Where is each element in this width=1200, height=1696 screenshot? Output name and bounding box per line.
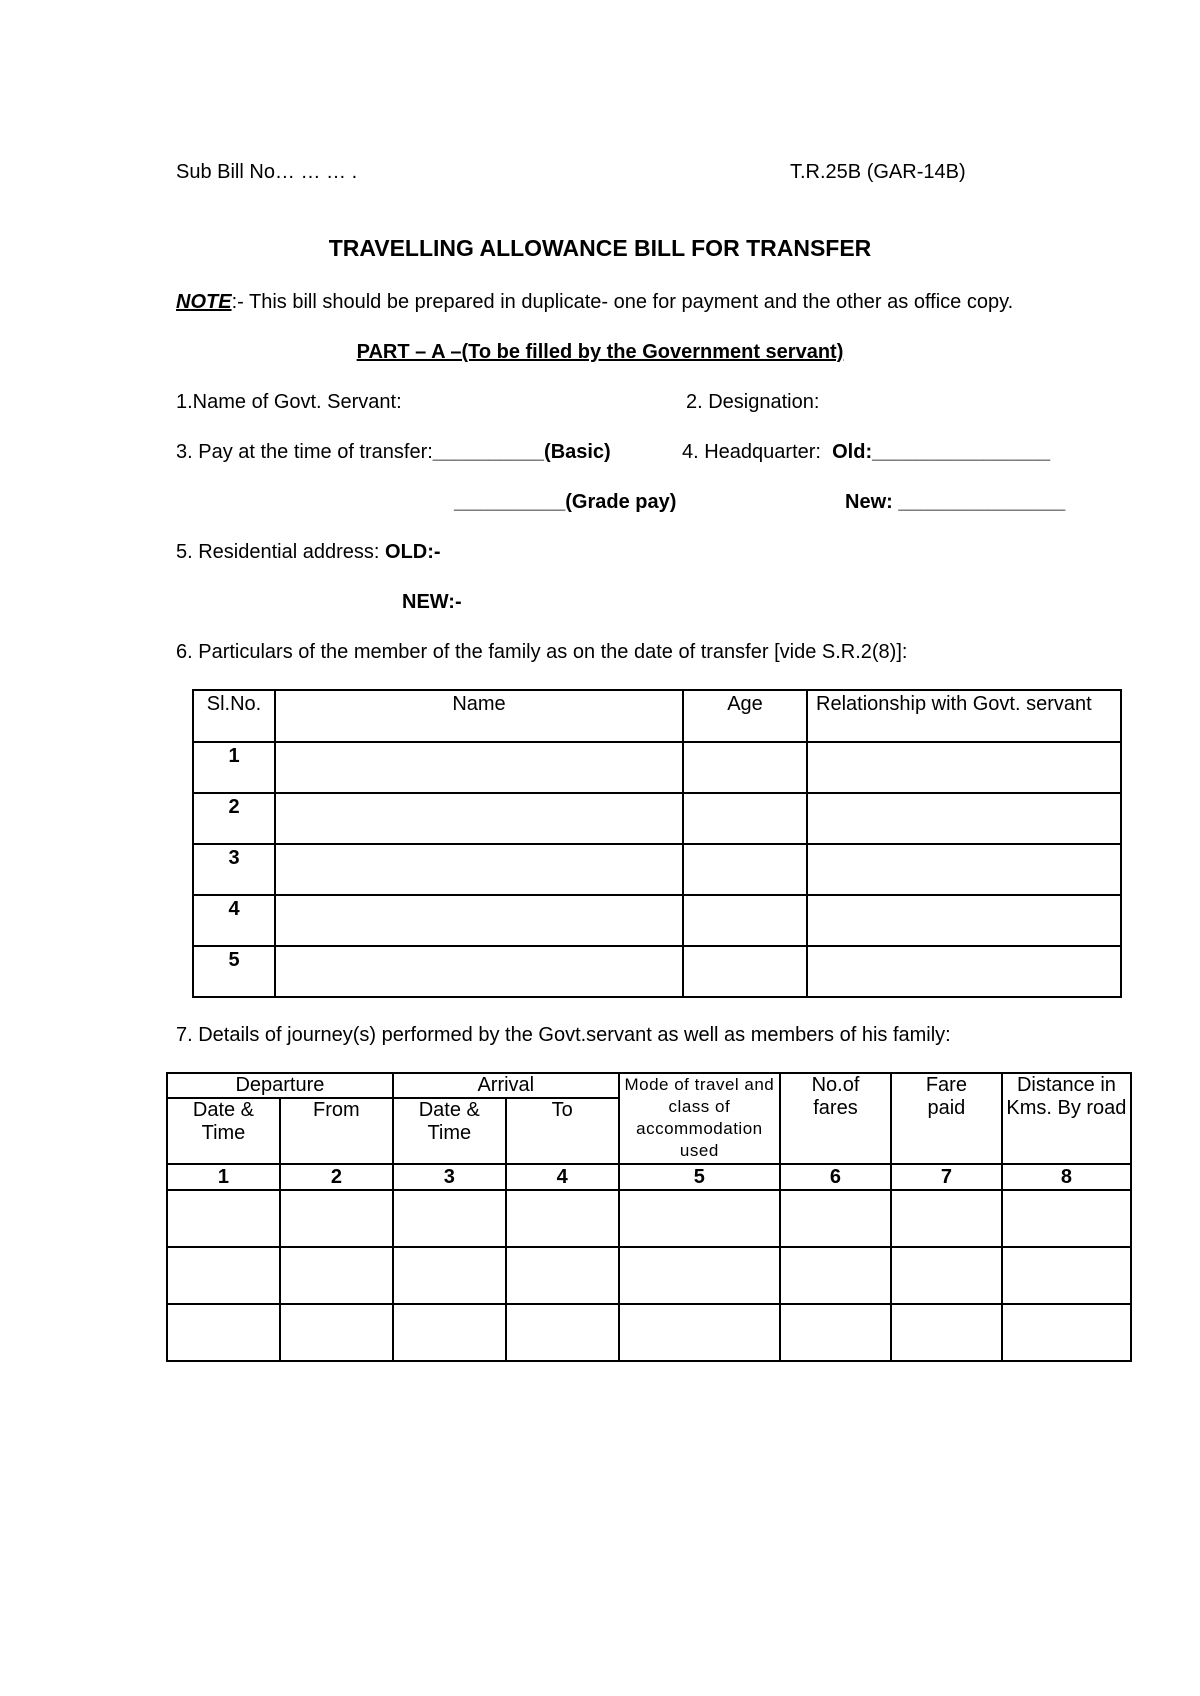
- note: [176, 290, 1013, 314]
- arrival-date-time-header: [393, 1098, 506, 1164]
- family-name-cell[interactable]: [275, 895, 683, 946]
- column-number: 4: [506, 1164, 619, 1190]
- family-row-number: 3: [193, 844, 275, 895]
- column-number: 7: [891, 1164, 1002, 1190]
- family-name-cell[interactable]: [275, 844, 683, 895]
- address-new-label: NEW:-: [402, 591, 462, 613]
- journey-cell[interactable]: [167, 1190, 280, 1247]
- sub-bill-number: Sub Bill No… … … .: [176, 161, 358, 183]
- family-header-name: Name: [275, 690, 683, 742]
- journey-cell[interactable]: [506, 1190, 619, 1247]
- journey-cell[interactable]: [780, 1247, 891, 1304]
- mode-of-travel-header: Mode of travel and class of accommodation used: [619, 1073, 780, 1164]
- pay-field: [176, 440, 611, 464]
- headquarter-new-blank: New: _______________: [845, 491, 1066, 513]
- headquarter-field: [682, 440, 1050, 464]
- journey-cell[interactable]: [167, 1247, 280, 1304]
- table-row: [167, 1304, 1131, 1361]
- journey-cell[interactable]: [619, 1247, 780, 1304]
- journey-cell[interactable]: [506, 1304, 619, 1361]
- family-table: [192, 689, 1122, 998]
- table-row: [193, 895, 1121, 946]
- journey-cell[interactable]: [780, 1190, 891, 1247]
- journey-table: [166, 1072, 1132, 1362]
- column-number: 8: [1002, 1164, 1131, 1190]
- table-row: [193, 946, 1121, 997]
- column-number: 1: [167, 1164, 280, 1190]
- column-number: 6: [780, 1164, 891, 1190]
- name-field-label: 1.Name of Govt. Servant:: [176, 391, 402, 413]
- journey-section-label: 7. Details of journey(s) performed by the Govt.servant as well as members of his family:: [176, 1024, 951, 1046]
- journey-cell[interactable]: [393, 1190, 506, 1247]
- family-age-cell[interactable]: [683, 742, 807, 793]
- family-age-cell[interactable]: [683, 793, 807, 844]
- family-row-number: 4: [193, 895, 275, 946]
- family-header-relationship: Relationship with Govt. servant: [807, 690, 1121, 742]
- departure-from-header: From: [280, 1098, 393, 1164]
- fare-paid-header: [891, 1073, 1002, 1164]
- journey-cell[interactable]: [393, 1304, 506, 1361]
- family-relationship-cell[interactable]: [807, 946, 1121, 997]
- table-row: [167, 1247, 1131, 1304]
- family-age-cell[interactable]: [683, 844, 807, 895]
- address-label: 5. Residential address:: [176, 541, 380, 563]
- family-name-cell[interactable]: [275, 793, 683, 844]
- table-row: [193, 742, 1121, 793]
- family-row-number: 5: [193, 946, 275, 997]
- journey-cell[interactable]: [1002, 1304, 1131, 1361]
- journey-cell[interactable]: [780, 1304, 891, 1361]
- table-row: [193, 793, 1121, 844]
- family-name-cell[interactable]: [275, 742, 683, 793]
- note-text: :- This bill should be prepared in duplicate- one for payment and the other as office copy.: [231, 291, 1014, 313]
- family-section-label: 6. Particulars of the member of the family as on the date of transfer [vide S.R.2(8)]:: [176, 641, 908, 663]
- journey-cell[interactable]: [506, 1247, 619, 1304]
- journey-cell[interactable]: [280, 1247, 393, 1304]
- table-row: [193, 844, 1121, 895]
- journey-cell[interactable]: [891, 1304, 1002, 1361]
- journey-cell[interactable]: [619, 1190, 780, 1247]
- departure-header: Departure: [167, 1073, 393, 1098]
- journey-cell[interactable]: [1002, 1247, 1131, 1304]
- journey-cell[interactable]: [619, 1304, 780, 1361]
- pay-grade-blank: __________(Grade pay): [454, 491, 677, 513]
- family-age-cell[interactable]: [683, 895, 807, 946]
- arrival-to-header: To: [506, 1098, 619, 1164]
- family-relationship-cell[interactable]: [807, 844, 1121, 895]
- address-field: [176, 540, 441, 564]
- note-label: NOTE: [176, 291, 232, 313]
- column-number: 3: [393, 1164, 506, 1190]
- journey-cell[interactable]: [280, 1190, 393, 1247]
- journey-cell[interactable]: [393, 1247, 506, 1304]
- journey-cell[interactable]: [1002, 1190, 1131, 1247]
- number-of-fares-label: No.of fares: [811, 1074, 860, 1119]
- arrival-header: Arrival: [393, 1073, 619, 1098]
- family-name-cell[interactable]: [275, 946, 683, 997]
- address-old-label: OLD:-: [385, 541, 441, 563]
- fare-paid-label: Fare paid: [925, 1074, 967, 1119]
- pay-basic-blank: __________(Basic): [432, 441, 611, 463]
- journey-cell[interactable]: [891, 1247, 1002, 1304]
- family-relationship-cell[interactable]: [807, 793, 1121, 844]
- family-relationship-cell[interactable]: [807, 742, 1121, 793]
- family-relationship-cell[interactable]: [807, 895, 1121, 946]
- column-number: 5: [619, 1164, 780, 1190]
- headquarter-old-blank: Old:________________: [832, 441, 1051, 463]
- family-row-number: 2: [193, 793, 275, 844]
- number-of-fares-header: [780, 1073, 891, 1164]
- journey-cell[interactable]: [280, 1304, 393, 1361]
- family-age-cell[interactable]: [683, 946, 807, 997]
- table-row: [167, 1190, 1131, 1247]
- family-row-number: 1: [193, 742, 275, 793]
- family-header-age: Age: [683, 690, 807, 742]
- column-number: 2: [280, 1164, 393, 1190]
- part-a-heading: PART – A –(To be filled by the Government servant): [356, 341, 844, 363]
- departure-date-time-label: Date & Time: [192, 1099, 255, 1144]
- designation-field-label: 2. Designation:: [686, 391, 820, 413]
- departure-date-time-header: [167, 1098, 280, 1164]
- arrival-date-time-label: Date & Time: [418, 1099, 480, 1144]
- document-title: TRAVELLING ALLOWANCE BILL FOR TRANSFER: [328, 235, 872, 261]
- pay-field-label: 3. Pay at the time of transfer:: [176, 441, 433, 463]
- form-code: T.R.25B (GAR-14B): [790, 161, 966, 183]
- journey-cell[interactable]: [167, 1304, 280, 1361]
- journey-cell[interactable]: [891, 1190, 1002, 1247]
- headquarter-label: 4. Headquarter:: [682, 441, 821, 463]
- distance-header: Distance in Kms. By road: [1002, 1073, 1131, 1164]
- family-header-slno: Sl.No.: [193, 690, 275, 742]
